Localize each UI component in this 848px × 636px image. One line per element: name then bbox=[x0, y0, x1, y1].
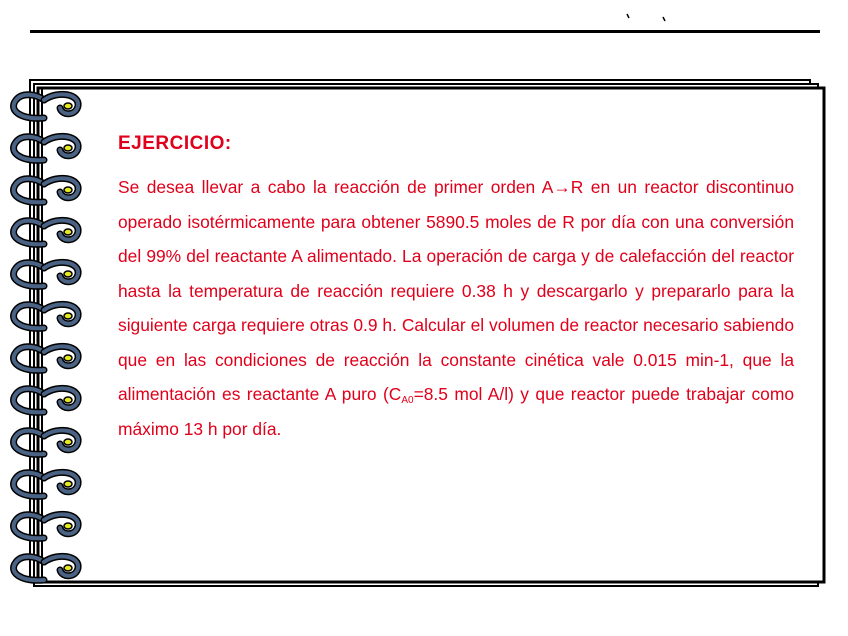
exercise-content bbox=[118, 132, 826, 446]
exercise-text-subscript: A0 bbox=[401, 395, 414, 406]
header-rule bbox=[30, 30, 820, 33]
page-marks bbox=[605, 4, 685, 24]
exercise-text-part2: =8.5 mol A/l) y que reactor puede trabajar como máximo 13 h por día. bbox=[118, 384, 794, 439]
exercise-text-part1: Se desea llevar a cabo la reacción de primer orden A→R en un reactor discontinuo operado isotérmicamente para obtener 5890.5 moles de R por día con una conversión del 99% del reactante A alimentado. La operación de carga y de calefacción del reactor hasta la temperatura de reacción requiere 0.38 h y descargarlo y prepararlo para la siguiente carga requiere otras 0.9 h. Calcular el volumen de reactor necesario sabiendo que en las condiciones de reacción la constante cinética vale 0.015 min-1, que la alimentación es reactante A puro (C bbox=[118, 177, 794, 404]
exercise-title: EJERCICIO: bbox=[118, 133, 232, 154]
exercise-statement bbox=[118, 170, 794, 446]
notebook-card bbox=[0, 70, 848, 610]
